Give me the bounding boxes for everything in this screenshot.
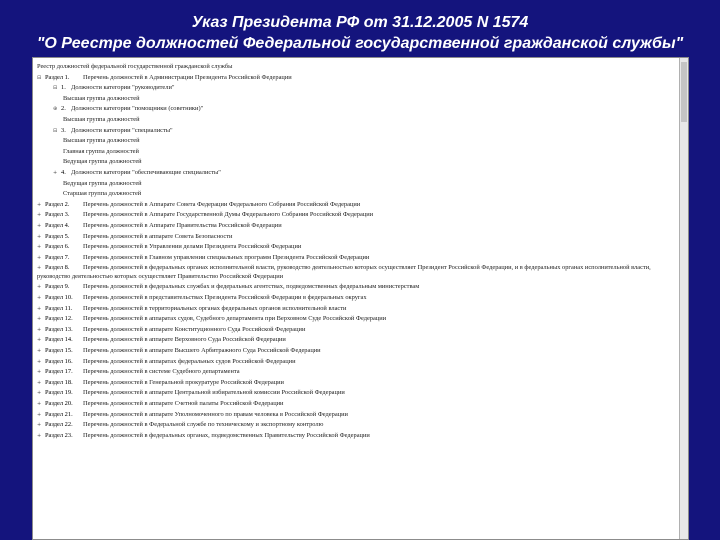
collapse-icon[interactable]: ⊟: [53, 85, 58, 92]
tree-item-label: Высшая группа должностей: [63, 137, 140, 145]
expand-icon[interactable]: +: [37, 212, 42, 219]
vertical-scrollbar[interactable]: [679, 58, 688, 539]
tree-group[interactable]: [37, 94, 676, 105]
tree-item-label: Перечень должностей в аппаратах судов, Судебного департамента при Верховном Суде Российской Федерации: [83, 315, 387, 323]
expand-icon[interactable]: +: [37, 422, 42, 429]
expand-icon[interactable]: +: [37, 201, 42, 208]
expand-icon[interactable]: ⊕: [53, 106, 58, 113]
tree-section[interactable]: [37, 200, 676, 211]
expand-icon[interactable]: +: [37, 411, 42, 418]
tree-item-number: Раздел 19.: [45, 389, 73, 397]
tree-item-number: Раздел 3.: [45, 211, 70, 219]
expand-icon[interactable]: +: [37, 295, 42, 302]
tree-item-label: Перечень должностей в федеральных органах, подведомственных Правительству Российской Федерации: [83, 431, 370, 439]
collapse-icon[interactable]: ⊟: [37, 74, 42, 81]
tree-group[interactable]: [37, 115, 676, 126]
tree-item-label: Ведущая группа должностей: [63, 158, 142, 166]
expand-icon[interactable]: +: [37, 254, 42, 261]
tree-section[interactable]: [37, 335, 676, 346]
tree-group[interactable]: [37, 147, 676, 158]
tree-item-number: 1.: [61, 84, 66, 92]
tree-item-label: Перечень должностей в Аппарате Государственной Думы Федерального Собрания Российской Федерации: [83, 211, 374, 219]
tree-item-label: Перечень должностей в аппарате Совета Безопасности: [83, 232, 233, 240]
tree-item-number: Раздел 23.: [45, 431, 73, 439]
tree-item-label: Ведущая группа должностей: [63, 179, 142, 187]
tree-subsection[interactable]: [37, 168, 676, 179]
tree-item-number: 4.: [61, 168, 66, 176]
tree-section[interactable]: [37, 210, 676, 221]
tree-item-label: Должности категории "помощники (советники)": [71, 105, 204, 113]
tree-item-label: Должности категории "обеспечивающие специалисты": [71, 168, 221, 176]
tree-item-label: Главная группа должностей: [63, 147, 139, 155]
tree-item-number: Раздел 14.: [45, 336, 73, 344]
tree-subsection[interactable]: [37, 83, 676, 94]
tree-item-label: Перечень должностей в федеральных органах исполнительной власти, руководство деятельностью которых осуществляет Президент Российской Федерации, и в федеральных органах исполнительной власти, руководство деятельностью которых осуществляет Правительство Российской Федерации: [37, 264, 651, 280]
scrollbar-thumb[interactable]: [681, 62, 687, 122]
tree-item-label: Перечень должностей в Федеральной службе по техническому и экспортному контролю: [83, 421, 324, 429]
tree-section[interactable]: [37, 293, 676, 304]
tree-item-label: Перечень должностей в Управлении делами Президента Российской Федерации: [83, 243, 302, 251]
expand-icon[interactable]: +: [37, 284, 42, 291]
expand-icon[interactable]: +: [37, 326, 42, 333]
tree-section[interactable]: [37, 221, 676, 232]
tree-item-label: Перечень должностей в представительствах Президента Российской Федерации в федеральных округах: [83, 294, 367, 302]
expand-icon[interactable]: +: [37, 379, 42, 386]
tree-section[interactable]: [37, 431, 676, 442]
document-tree: [37, 62, 676, 441]
slide-title: [0, 12, 720, 54]
tree-section[interactable]: [37, 399, 676, 410]
tree-item-number: Раздел 17.: [45, 368, 73, 376]
tree-item-number: Раздел 22.: [45, 421, 73, 429]
tree-section[interactable]: [37, 253, 676, 264]
tree-item-label: Должности категории "специалисты": [71, 126, 173, 134]
tree-section[interactable]: [37, 304, 676, 315]
expand-icon[interactable]: +: [37, 305, 42, 312]
tree-item-label: Перечень должностей в аппарате Конституционного Суда Российской Федерации: [83, 325, 306, 333]
tree-item-number: Раздел 20.: [45, 400, 73, 407]
expand-icon[interactable]: +: [37, 233, 42, 240]
tree-item-label: Перечень должностей в федеральных службах и федеральных агентствах, подведомственных федеральным министерствам: [83, 283, 420, 291]
tree-item-number: Раздел 7.: [45, 253, 70, 261]
expand-icon[interactable]: +: [37, 265, 42, 272]
tree-item-number: Раздел 16.: [45, 357, 73, 365]
title-line-1: Указ Президента РФ от 31.12.2005 N 1574: [191, 14, 529, 31]
tree-item-number: Раздел 4.: [45, 221, 70, 229]
expand-icon[interactable]: +: [37, 358, 42, 365]
expand-icon[interactable]: +: [37, 244, 42, 251]
tree-group[interactable]: [37, 179, 676, 190]
tree-section[interactable]: [37, 282, 676, 293]
tree-item-number: Раздел 8.: [45, 264, 70, 272]
expand-icon[interactable]: +: [37, 432, 42, 439]
tree-section[interactable]: [37, 263, 676, 282]
tree-group[interactable]: [37, 189, 676, 200]
tree-group[interactable]: [37, 157, 676, 168]
tree-item-label: Перечень должностей в Администрации Президента Российской Федерации: [83, 73, 292, 81]
tree-item-label: Перечень должностей в системе Судебного департамента: [83, 368, 240, 376]
tree-root[interactable]: [37, 62, 676, 73]
expand-icon[interactable]: +: [37, 390, 42, 397]
tree-item-number: Раздел 2.: [45, 200, 70, 208]
tree-subsection[interactable]: [37, 104, 676, 115]
tree-item-number: Раздел 12.: [45, 315, 73, 323]
expand-icon[interactable]: +: [37, 369, 42, 376]
tree-section[interactable]: [37, 346, 676, 357]
tree-item-label: Высшая группа должностей: [63, 115, 140, 123]
tree-item-number: 3.: [61, 126, 66, 134]
tree-item-number: Раздел 9.: [45, 283, 70, 291]
tree-item-label: Перечень должностей в Генеральной прокуратуре Российской Федерации: [83, 378, 284, 386]
tree-section[interactable]: [37, 367, 676, 378]
expand-icon[interactable]: +: [37, 348, 42, 355]
tree-section[interactable]: [37, 357, 676, 368]
tree-group[interactable]: [37, 136, 676, 147]
tree-item-number: Раздел 21.: [45, 410, 73, 418]
tree-section[interactable]: [37, 325, 676, 336]
expand-icon[interactable]: +: [37, 316, 42, 323]
tree-item-label: Перечень должностей в аппаратах федеральных судов Российской Федерации: [83, 357, 296, 365]
tree-item-label: Перечень должностей в Аппарате Правительства Российской Федерации: [83, 221, 282, 229]
tree-root-label: Реестр должностей федеральной государственной гражданской службы: [37, 63, 233, 70]
tree-item-label: Перечень должностей в территориальных органах федеральных органов исполнительной власти: [83, 304, 347, 312]
tree-item-number: Раздел 15.: [45, 347, 73, 355]
document-tree-panel[interactable]: [32, 57, 689, 540]
tree-section[interactable]: [37, 410, 676, 421]
expand-icon[interactable]: +: [37, 337, 42, 344]
tree-item-number: Раздел 11.: [45, 304, 73, 312]
tree-item-label: Должности категории "руководители": [71, 84, 175, 92]
tree-section[interactable]: [37, 388, 676, 399]
tree-section[interactable]: [37, 314, 676, 325]
tree-item-number: Раздел 13.: [45, 325, 73, 333]
collapse-icon[interactable]: ⊟: [53, 127, 58, 134]
tree-section[interactable]: [37, 420, 676, 431]
tree-item-label: Перечень должностей в аппарате Уполномоченного по правам человека в Российской Федерации: [83, 410, 348, 418]
tree-section[interactable]: [37, 242, 676, 253]
tree-item-label: Старшая группа должностей: [63, 190, 142, 198]
tree-item-label: Перечень должностей в аппарате Центральной избирательной комиссии Российской Федерации: [83, 389, 345, 397]
tree-item-label: Перечень должностей в Главном управлении специальных программ Президента Российской Федерации: [83, 253, 370, 261]
title-line-2: "О Реестре должностей Федеральной государственной гражданской службы": [36, 35, 684, 52]
tree-section[interactable]: [37, 378, 676, 389]
expand-icon[interactable]: +: [53, 169, 58, 176]
tree-section[interactable]: [37, 73, 676, 84]
tree-item-number: Раздел 18.: [45, 378, 73, 386]
expand-icon[interactable]: +: [37, 222, 42, 229]
tree-item-label: Перечень должностей в аппарате Верховного Суда Российской Федерации: [83, 336, 286, 344]
tree-item-number: Раздел 5.: [45, 232, 70, 240]
tree-item-label: Перечень должностей в аппарате Высшего Арбитражного Суда Российской Федерации: [83, 347, 321, 355]
tree-item-label: Перечень должностей в Аппарате Совета Федерации Федерального Собрания Российской Федерации: [83, 200, 361, 208]
tree-item-number: Раздел 1.: [45, 73, 70, 81]
tree-item-label: Перечень должностей в аппарате Счетной палаты Российской Федерации: [83, 400, 284, 407]
tree-section[interactable]: [37, 232, 676, 243]
tree-item-number: Раздел 6.: [45, 243, 70, 251]
tree-item-number: Раздел 10.: [45, 294, 73, 302]
tree-item-number: 2.: [61, 105, 66, 113]
tree-subsection[interactable]: [37, 126, 676, 137]
tree-item-label: Высшая группа должностей: [63, 94, 140, 102]
expand-icon[interactable]: +: [37, 401, 42, 407]
